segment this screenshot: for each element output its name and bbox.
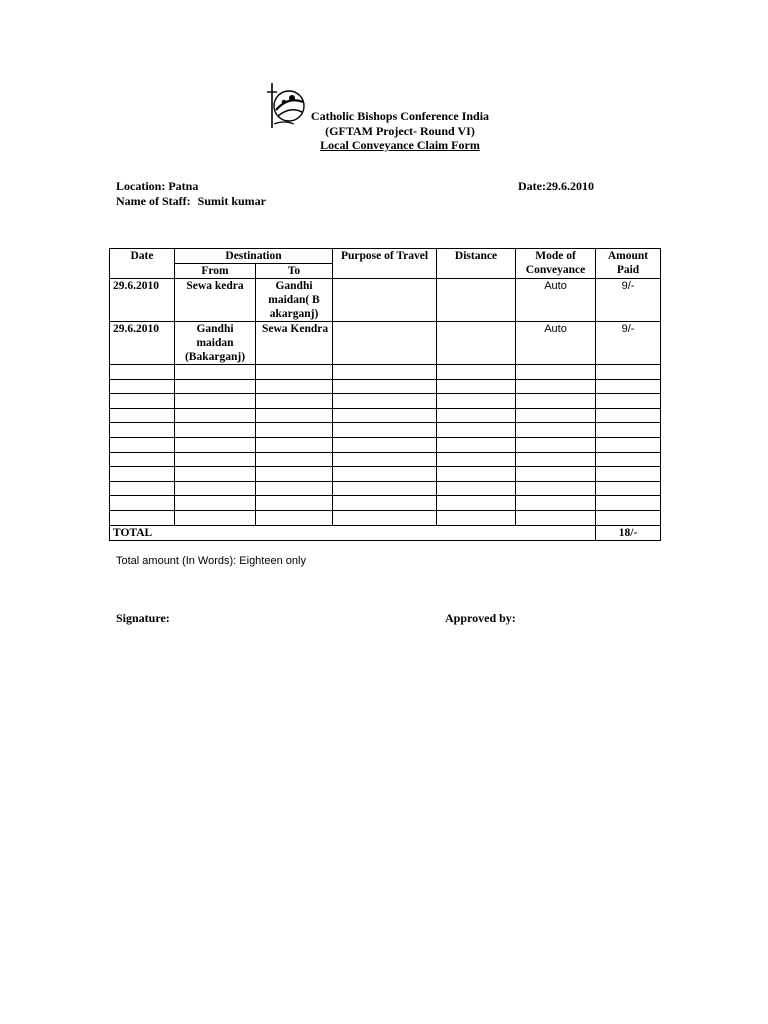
row-from: Sewa kedra [175,279,256,322]
signature-label: Signature: [116,611,170,625]
table-row [110,279,661,322]
empty-row [110,481,661,496]
row-mode: Auto [516,322,596,365]
row-to: Sewa Kendra [256,322,333,365]
row-purpose [333,322,437,365]
amount-in-words: Total amount (In Words): Eighteen only [116,555,306,567]
total-row [110,525,661,540]
row-distance [437,279,516,322]
col-distance-header: Distance [437,249,516,279]
empty-row [110,408,661,423]
table-header-row [110,249,661,264]
col-mode-header: Mode of Conveyance [516,249,596,279]
location-label: Location: Patna [116,179,199,193]
staff-label: Name of Staff: [116,194,191,208]
row-from: Gandhi maidan (Bakarganj) [175,322,256,365]
col-purpose-header: Purpose of Travel [333,249,437,279]
empty-row [110,394,661,409]
empty-row [110,496,661,511]
empty-row [110,365,661,380]
empty-row [110,437,661,452]
row-date: 29.6.2010 [110,322,175,365]
col-date-header: Date [110,249,175,279]
row-distance [437,322,516,365]
row-purpose [333,279,437,322]
project-name: (GFTAM Project- Round VI) [325,124,475,138]
total-value: 18/- [596,525,661,540]
col-from-header: From [175,264,256,279]
org-name: Catholic Bishops Conference India [310,109,490,123]
row-amount: 9/- [596,322,661,365]
table-row [110,322,661,365]
empty-row [110,423,661,438]
date-label: Date:29.6.2010 [518,179,594,193]
staff-row [116,194,266,209]
row-mode: Auto [516,279,596,322]
row-amount: 9/- [596,279,661,322]
empty-row [110,510,661,525]
empty-row [110,467,661,482]
row-date: 29.6.2010 [110,279,175,322]
empty-row [110,452,661,467]
staff-value: Sumit kumar [197,194,266,208]
empty-row [110,379,661,394]
col-destination-header: Destination [175,249,333,264]
approved-by-label: Approved by: [445,611,516,625]
total-label: TOTAL [110,525,596,540]
col-to-header: To [256,264,333,279]
col-amount-header: Amount Paid [596,249,661,279]
row-to: Gandhi maidan( B akarganj) [256,279,333,322]
form-title: Local Conveyance Claim Form [320,138,480,152]
claim-table [109,248,661,541]
